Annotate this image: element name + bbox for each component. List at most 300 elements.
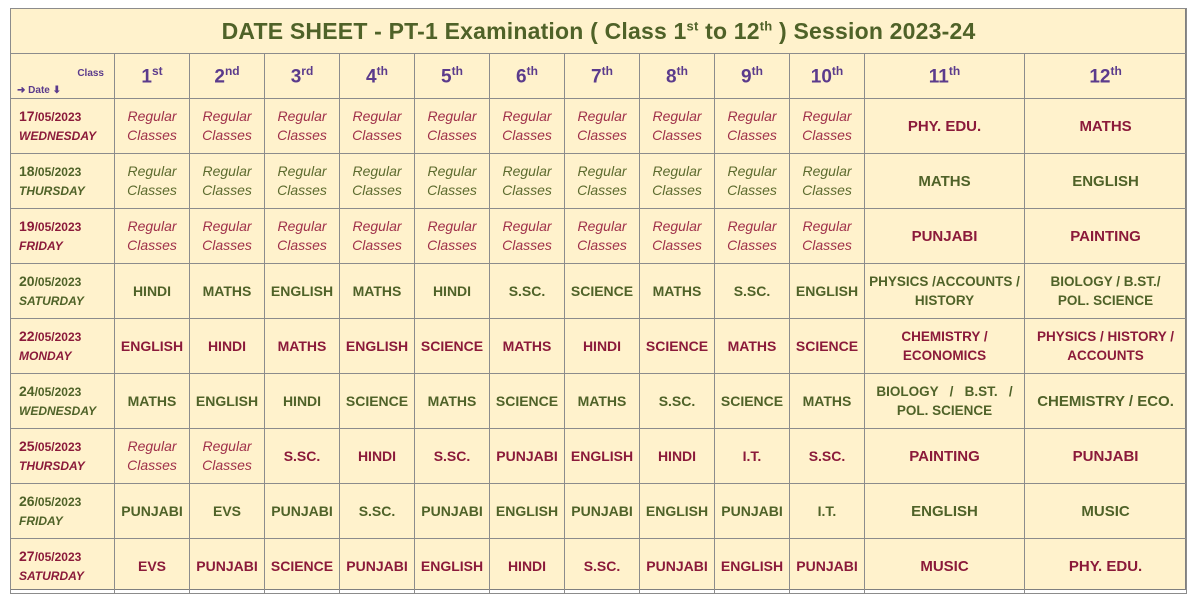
schedule-cell — [715, 154, 790, 209]
schedule-cell — [715, 374, 790, 429]
cell-text-line: PHY. EDU. — [907, 117, 982, 135]
schedule-cell — [415, 264, 490, 319]
schedule-cell — [340, 374, 415, 429]
schedule-cell — [265, 264, 340, 319]
table-row — [11, 99, 1187, 154]
schedule-cell — [1025, 319, 1187, 374]
schedule-cell — [190, 429, 265, 484]
date-month-year: /05/2023 — [34, 219, 82, 234]
cell-text-line: Regular — [802, 108, 852, 124]
schedule-cell — [715, 429, 790, 484]
schedule-cell — [415, 209, 490, 264]
cell-text-line: Classes — [127, 127, 177, 143]
title-row — [11, 9, 1187, 54]
schedule-cell — [490, 99, 565, 154]
cell-text-line: PUNJABI — [911, 227, 978, 245]
date-sheet-table — [10, 8, 1187, 594]
class-ordinal-suffix: rd — [301, 63, 314, 78]
date-month-year: /05/2023 — [34, 274, 82, 289]
schedule-cell — [715, 264, 790, 319]
cell-text-line: Classes — [652, 127, 702, 143]
schedule-cell — [790, 484, 865, 539]
schedule-cell — [340, 319, 415, 374]
date-day: 25 — [19, 437, 35, 454]
date-weekday: WEDNESDAY — [19, 403, 97, 418]
schedule-cell — [415, 374, 490, 429]
cell-text-line: Classes — [802, 182, 852, 198]
cell-text-line: Regular — [202, 163, 252, 179]
cell-text-line: Classes — [127, 182, 177, 198]
cell-text-line: Classes — [727, 182, 777, 198]
cell-text-line: MUSIC — [920, 557, 969, 575]
schedule-cell — [490, 484, 565, 539]
schedule-cell — [865, 539, 1025, 594]
class-number: 10 — [810, 66, 832, 88]
class-number: 9 — [741, 66, 752, 88]
schedule-cell — [190, 484, 265, 539]
schedule-cell — [715, 484, 790, 539]
schedule-cell — [865, 319, 1025, 374]
date-cell — [11, 209, 115, 264]
schedule-cell — [790, 374, 865, 429]
cell-text-line: PAINTING — [1070, 227, 1141, 245]
schedule-cell — [1025, 429, 1187, 484]
cell-text-line: MATHS — [502, 338, 552, 354]
schedule-cell — [265, 374, 340, 429]
cell-text-line: Classes — [577, 237, 627, 253]
schedule-cell — [640, 429, 715, 484]
cell-text-line: Classes — [727, 237, 777, 253]
class-header-12 — [1025, 54, 1187, 99]
cell-text-line: Classes — [427, 237, 477, 253]
schedule-cell — [565, 484, 640, 539]
cell-text-line: Classes — [802, 237, 852, 253]
cell-text-line: HINDI — [207, 338, 247, 354]
cell-text-line: ENGLISH — [195, 393, 259, 409]
cell-text-line: ENGLISH — [345, 338, 409, 354]
cell-text-line: SCIENCE — [645, 338, 709, 354]
date-weekday: SATURDAY — [19, 293, 84, 308]
cell-text-line: HINDI — [282, 393, 322, 409]
table-row — [11, 209, 1187, 264]
schedule-cell — [415, 484, 490, 539]
date-cell — [11, 539, 115, 594]
class-ordinal-suffix: th — [676, 63, 688, 78]
schedule-cell — [490, 374, 565, 429]
cell-text-line: Regular — [277, 218, 327, 234]
class-ordinal-suffix: th — [751, 63, 763, 78]
schedule-cell — [265, 429, 340, 484]
cell-text-line: POL. SCIENCE — [1057, 293, 1154, 308]
class-ordinal-suffix: th — [526, 63, 538, 78]
schedule-cell — [1025, 99, 1187, 154]
table-row — [11, 154, 1187, 209]
date-cell — [11, 319, 115, 374]
cell-text-line: Regular — [127, 108, 177, 124]
schedule-cell — [340, 484, 415, 539]
cell-text-line: Regular — [202, 218, 252, 234]
schedule-cell — [115, 429, 190, 484]
schedule-cell — [565, 429, 640, 484]
schedule-cell — [790, 264, 865, 319]
class-header-6 — [490, 54, 565, 99]
cell-text-line: Classes — [352, 237, 402, 253]
schedule-cell — [640, 264, 715, 319]
table-row — [11, 539, 1187, 594]
schedule-cell — [265, 539, 340, 594]
cell-text-line: PHYSICS / HISTORY / — [1037, 329, 1175, 344]
title-mid: to 12 — [698, 17, 760, 44]
cell-text-line: I.T. — [817, 503, 837, 519]
cell-text-line: Classes — [427, 127, 477, 143]
schedule-cell — [865, 484, 1025, 539]
cell-text-line: Classes — [502, 237, 552, 253]
date-month-year: /05/2023 — [34, 384, 82, 399]
class-ordinal-suffix: th — [451, 63, 463, 78]
cell-text-line: MATHS — [1079, 117, 1132, 135]
schedule-cell — [415, 319, 490, 374]
title-prefix: DATE SHEET - PT-1 Examination ( Class 1 — [221, 17, 687, 44]
cell-text-line: Classes — [127, 457, 177, 473]
schedule-cell — [1025, 209, 1187, 264]
cell-text-line: PUNJABI — [121, 503, 183, 519]
class-header-9 — [715, 54, 790, 99]
cell-text-line: Regular — [652, 108, 702, 124]
class-header-8 — [640, 54, 715, 99]
cell-text-line: Regular — [502, 218, 552, 234]
date-month-year: /05/2023 — [34, 109, 82, 124]
schedule-cell — [115, 99, 190, 154]
cell-text-line: S.SC. — [433, 448, 471, 464]
schedule-cell — [715, 99, 790, 154]
cell-text-line: SCIENCE — [420, 338, 484, 354]
cell-text-line: HINDI — [432, 283, 472, 299]
cell-text-line: MATHS — [352, 283, 402, 299]
schedule-cell — [490, 429, 565, 484]
schedule-cell — [865, 99, 1025, 154]
schedule-cell — [340, 154, 415, 209]
date-weekday: MONDAY — [19, 348, 72, 363]
cell-text-line: Regular — [277, 163, 327, 179]
cell-text-line: PUNJABI — [721, 503, 783, 519]
cell-text-line: HINDI — [507, 558, 547, 574]
cell-text-line: Classes — [202, 237, 252, 253]
schedule-cell — [190, 154, 265, 209]
cell-text-line: PUNJABI — [196, 558, 258, 574]
table-row — [11, 374, 1187, 429]
schedule-cell — [115, 209, 190, 264]
cell-text-line: MATHS — [127, 393, 177, 409]
schedule-cell — [790, 539, 865, 594]
schedule-cell — [190, 539, 265, 594]
schedule-cell — [715, 319, 790, 374]
schedule-cell — [490, 539, 565, 594]
cell-text-line: Classes — [202, 127, 252, 143]
schedule-cell — [865, 429, 1025, 484]
cell-text-line: Regular — [202, 108, 252, 124]
cell-text-line: Regular — [652, 163, 702, 179]
cell-text-line: Regular — [577, 163, 627, 179]
date-cell — [11, 374, 115, 429]
cell-text-line: Classes — [502, 127, 552, 143]
cell-text-line: MUSIC — [1081, 502, 1130, 520]
cell-text-line: S.SC. — [508, 283, 546, 299]
date-weekday: FRIDAY — [19, 238, 63, 253]
cell-text-line: Classes — [577, 127, 627, 143]
cell-text-line: Classes — [277, 127, 327, 143]
date-day: 24 — [19, 382, 35, 399]
corner-header — [11, 54, 115, 99]
schedule-cell — [115, 154, 190, 209]
schedule-cell — [265, 154, 340, 209]
cell-text-line: S.SC. — [808, 448, 846, 464]
cell-text-line: MATHS — [202, 283, 252, 299]
schedule-cell — [790, 429, 865, 484]
page-title — [11, 9, 1187, 54]
schedule-cell — [640, 484, 715, 539]
cell-text-line: Regular — [427, 218, 477, 234]
schedule-cell — [565, 539, 640, 594]
class-header-4 — [340, 54, 415, 99]
cell-text-line: Regular — [427, 163, 477, 179]
cell-text-line: Classes — [127, 237, 177, 253]
class-ordinal-suffix: th — [1110, 63, 1122, 78]
schedule-cell — [265, 319, 340, 374]
table-row — [11, 429, 1187, 484]
class-ordinal-suffix: th — [376, 63, 388, 78]
date-day: 26 — [19, 492, 35, 509]
date-weekday: WEDNESDAY — [19, 128, 97, 143]
corner-class-label: Class — [77, 68, 104, 79]
cell-text-line: Classes — [202, 457, 252, 473]
class-ordinal-suffix: th — [601, 63, 613, 78]
cell-text-line: HINDI — [132, 283, 172, 299]
cell-text-line: S.SC. — [733, 283, 771, 299]
cell-text-line: Classes — [502, 182, 552, 198]
cell-text-line: Regular — [427, 108, 477, 124]
schedule-cell — [790, 319, 865, 374]
schedule-cell — [1025, 154, 1187, 209]
cell-text-line: SCIENCE — [495, 393, 559, 409]
schedule-cell — [640, 99, 715, 154]
schedule-cell — [640, 319, 715, 374]
cell-text-line: S.SC. — [583, 558, 621, 574]
class-number: 4 — [366, 66, 377, 88]
schedule-cell — [115, 539, 190, 594]
class-number: 3 — [290, 66, 302, 88]
schedule-cell — [865, 209, 1025, 264]
date-month-year: /05/2023 — [34, 439, 82, 454]
schedule-cell — [715, 209, 790, 264]
title-sup-1: st — [686, 17, 699, 33]
cell-text-line: Classes — [352, 182, 402, 198]
class-number: 7 — [591, 66, 602, 88]
class-number: 12 — [1089, 66, 1111, 88]
cell-text-line: HINDI — [357, 448, 397, 464]
schedule-cell — [565, 319, 640, 374]
schedule-cell — [865, 154, 1025, 209]
cell-text-line: PUNJABI — [346, 558, 408, 574]
cell-text-line: PUNJABI — [496, 448, 558, 464]
schedule-cell — [115, 264, 190, 319]
class-header-5 — [415, 54, 490, 99]
cell-text-line: Regular — [352, 218, 402, 234]
table-row — [11, 264, 1187, 319]
cell-text-line: ENGLISH — [1072, 172, 1139, 190]
cell-text-line: Regular — [277, 108, 327, 124]
cell-text-line: PHYSICS /ACCOUNTS / — [869, 274, 1020, 289]
cell-text-line: I.T. — [742, 448, 762, 464]
cell-text-line: Classes — [277, 182, 327, 198]
cell-text-line: CHEMISTRY / ECO. — [1037, 392, 1174, 410]
schedule-cell — [640, 154, 715, 209]
cell-text-line: PAINTING — [909, 447, 980, 465]
cell-text-line: PUNJABI — [646, 558, 708, 574]
schedule-cell — [415, 154, 490, 209]
class-ordinal-suffix: th — [948, 63, 961, 78]
class-header-1 — [115, 54, 190, 99]
cell-text-line: Regular — [577, 218, 627, 234]
schedule-cell — [115, 374, 190, 429]
cell-text-line: Classes — [352, 127, 402, 143]
cell-text-line: Regular — [727, 218, 777, 234]
cell-text-line: Regular — [802, 218, 852, 234]
title-sup-2: th — [759, 17, 773, 33]
schedule-cell — [265, 484, 340, 539]
schedule-cell — [565, 154, 640, 209]
class-number: 11 — [928, 66, 949, 88]
class-number: 2 — [214, 66, 225, 88]
schedule-cell — [415, 99, 490, 154]
cell-text-line: Regular — [727, 163, 777, 179]
date-day: 22 — [19, 327, 35, 344]
cell-text-line: Classes — [652, 182, 702, 198]
cell-text-line: PUNJABI — [1072, 447, 1139, 465]
cell-text-line: PHY. EDU. — [1068, 557, 1143, 575]
class-header-11 — [865, 54, 1025, 99]
date-month-year: /05/2023 — [34, 164, 82, 179]
cell-text-line: PUNJABI — [421, 503, 483, 519]
cell-text-line: MATHS — [727, 338, 777, 354]
cell-text-line: Classes — [427, 182, 477, 198]
cell-text-line: EVS — [137, 558, 166, 574]
schedule-cell — [865, 264, 1025, 319]
class-number: 6 — [516, 66, 527, 88]
cell-text-line: ENGLISH — [570, 448, 634, 464]
cell-text-line: HINDI — [657, 448, 697, 464]
cell-text-line: Regular — [352, 108, 402, 124]
cell-text-line: Regular — [727, 108, 777, 124]
cell-text-line: Regular — [577, 108, 627, 124]
class-ordinal-suffix: st — [151, 63, 163, 78]
schedule-cell — [190, 319, 265, 374]
cell-text-line: ECONOMICS — [902, 348, 987, 363]
cell-text-line: Regular — [127, 218, 177, 234]
cell-text-line: ENGLISH — [120, 338, 184, 354]
cell-text-line: ENGLISH — [270, 283, 334, 299]
cell-text-line: PUNJABI — [796, 558, 858, 574]
cell-text-line: S.SC. — [358, 503, 396, 519]
schedule-cell — [190, 99, 265, 154]
cell-text-line: HISTORY — [914, 293, 975, 308]
table-row — [11, 319, 1187, 374]
cell-text-line: MATHS — [427, 393, 477, 409]
cell-text-line: S.SC. — [283, 448, 321, 464]
schedule-cell — [1025, 484, 1187, 539]
schedule-cell — [340, 539, 415, 594]
date-day: 27 — [19, 547, 35, 564]
cell-text-line: ENGLISH — [645, 503, 709, 519]
cell-text-line: MATHS — [277, 338, 327, 354]
class-header-7 — [565, 54, 640, 99]
cell-text-line: ENGLISH — [420, 558, 484, 574]
date-cell — [11, 484, 115, 539]
cell-text-line: ENGLISH — [911, 502, 978, 520]
schedule-cell — [490, 154, 565, 209]
title-suffix: ) Session 2023-24 — [772, 17, 976, 44]
cell-text-line: SCIENCE — [795, 338, 859, 354]
cell-text-line: Regular — [502, 163, 552, 179]
date-weekday: FRIDAY — [19, 513, 63, 528]
date-cell — [11, 99, 115, 154]
schedule-cell — [790, 99, 865, 154]
date-weekday: SATURDAY — [19, 568, 84, 583]
cell-text-line: Regular — [352, 163, 402, 179]
schedule-cell — [640, 539, 715, 594]
cell-text-line: Classes — [277, 237, 327, 253]
class-header-10 — [790, 54, 865, 99]
date-day: 19 — [19, 217, 35, 234]
schedule-cell — [640, 209, 715, 264]
schedule-cell — [865, 374, 1025, 429]
cell-text-line: MATHS — [918, 172, 971, 190]
cell-text-line: Regular — [127, 438, 177, 454]
schedule-cell — [640, 374, 715, 429]
cell-text-line: SCIENCE — [720, 393, 784, 409]
cell-text-line: ENGLISH — [795, 283, 859, 299]
date-weekday: THURSDAY — [19, 458, 85, 473]
cell-text-line: EVS — [212, 503, 241, 519]
date-day: 18 — [19, 162, 35, 179]
schedule-cell — [340, 209, 415, 264]
cell-text-line: Regular — [652, 218, 702, 234]
cell-text-line: SCIENCE — [345, 393, 409, 409]
schedule-cell — [565, 209, 640, 264]
cell-text-line: Classes — [727, 127, 777, 143]
class-number: 8 — [666, 66, 677, 88]
date-weekday: THURSDAY — [19, 183, 85, 198]
class-ordinal-suffix: th — [831, 63, 844, 78]
table-row — [11, 484, 1187, 539]
cell-text-line: SCIENCE — [570, 283, 634, 299]
cell-text-line: Regular — [202, 438, 252, 454]
cell-text-line: HINDI — [582, 338, 622, 354]
cell-text-line: PUNJABI — [271, 503, 333, 519]
schedule-cell — [565, 374, 640, 429]
schedule-cell — [1025, 539, 1187, 594]
schedule-cell — [340, 99, 415, 154]
cell-text-line: POL. SCIENCE — [896, 403, 993, 418]
date-month-year: /05/2023 — [34, 549, 82, 564]
schedule-cell — [190, 209, 265, 264]
cell-text-line: ACCOUNTS — [1067, 348, 1144, 363]
cell-text-line: S.SC. — [658, 393, 696, 409]
cell-text-line: MATHS — [577, 393, 627, 409]
cell-text-line: Regular — [127, 163, 177, 179]
cell-text-line: Classes — [577, 182, 627, 198]
cell-text-line: BIOLOGY / B.ST./ — [1050, 274, 1161, 289]
cell-text-line: CHEMISTRY / — [901, 329, 988, 344]
